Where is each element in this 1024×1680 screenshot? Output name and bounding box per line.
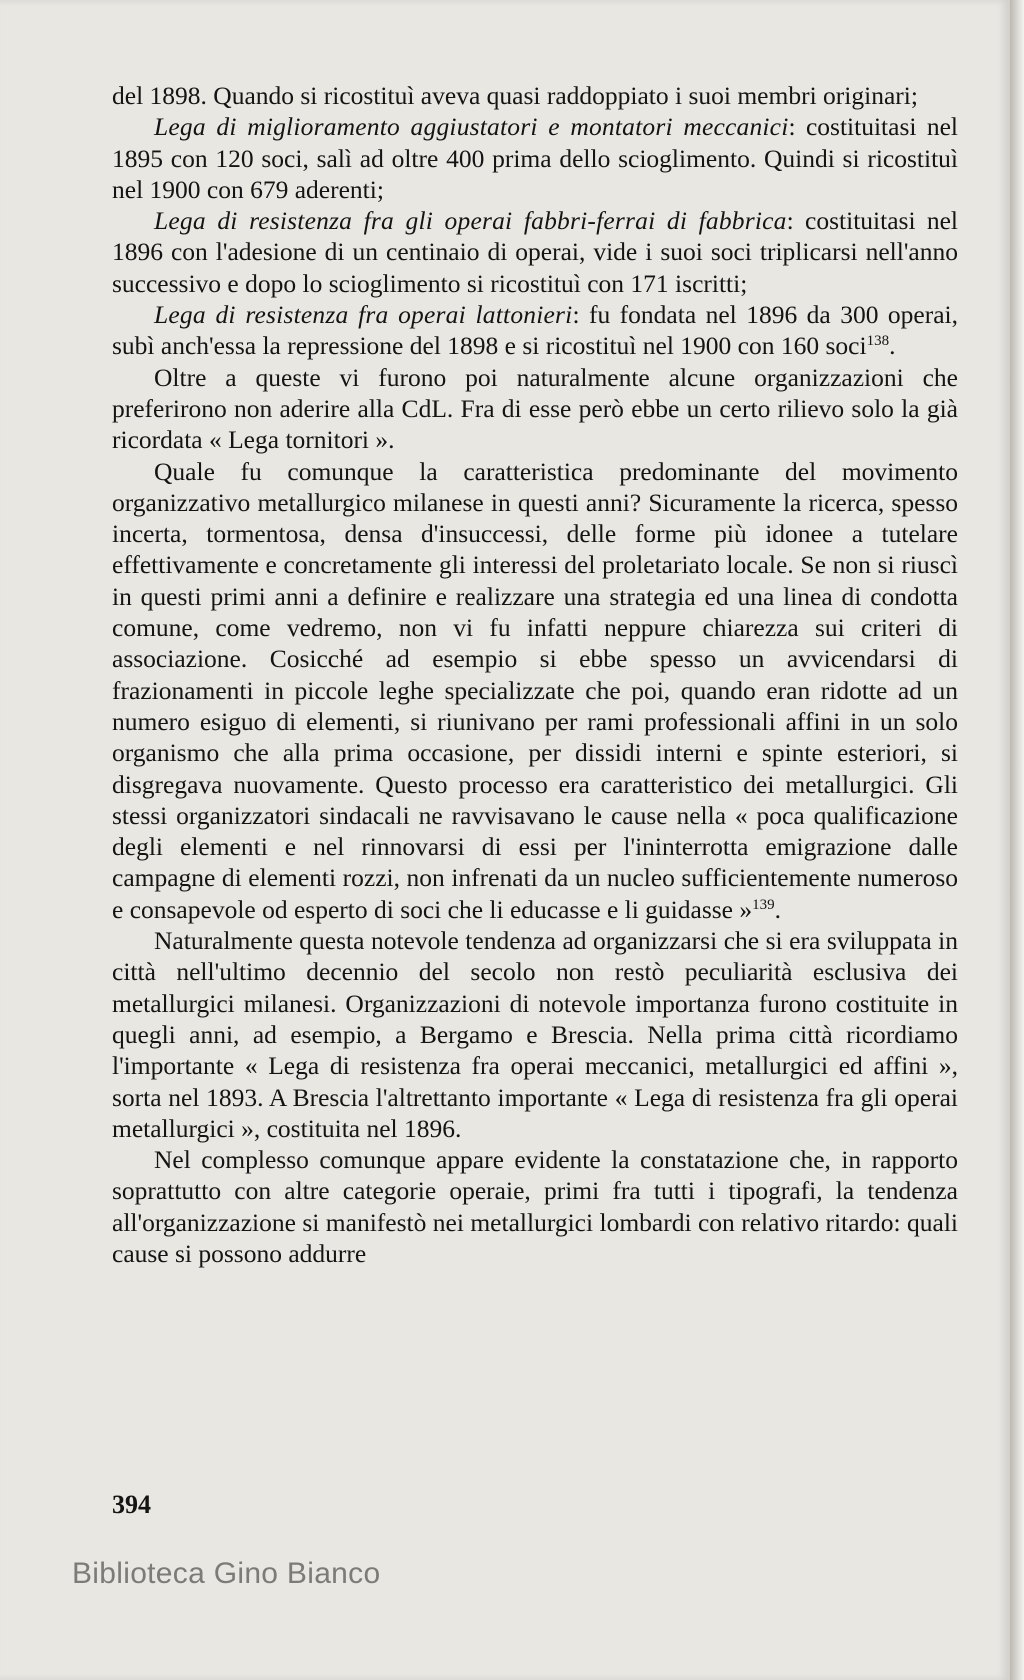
paragraph-p6	[112, 456, 958, 925]
body-text	[112, 80, 958, 1269]
text-run: Quale fu comunque la caratteristica predominante del movimento organizzativo metallurgico milanese in questi anni? Sicuramente la ricerca, spesso incerta, tormentosa, densa d'insuccessi, delle forme più idonee a tutelare effettivamente e concretamente gli interessi del proletariato locale. Se non si riuscì in questi primi anni a definire e realizzare una strategia ed una linea di condotta comune, come vedremo, non vi fu infatti neppure chiarezza sui criteri di associazione. Cosicché ad esempio si ebbe spesso un avvicendarsi di frazionamenti in piccole leghe specializzate che poi, quando eran ridotte ad un numero esiguo di elementi, si riunivano per rami professionali affini in un solo organismo che alla prima occasione, per dissidi interni e spinte esteriori, si disgregava nuovamente. Questo processo era caratteristico dei metallurgici. Gli stessi organizzatori sindacali ne ravvisavano le cause nella « poca qualificazione degli elementi e nel rinnovarsi di essi per l'ininterrotta emigrazione dalle campagne di elementi rozzi, non infrenati da un nucleo sufficientemente numeroso e consapevole od esperto di soci che li educasse e li guidasse »	[112, 456, 958, 924]
text-run: : costituitasi nel 1895 con 120 soci, salì ad oltre 400 prima dello scioglimento. Quindi si ricostituì nel 1900 con 679 aderenti;	[112, 112, 958, 204]
page-edge	[1010, 0, 1024, 1680]
text-run: : costituitasi nel 1896 con l'adesione di un centinaio di operai, vide i suoi soci triplicarsi nell'anno successivo e dopo lo scioglimento si ricostituì con 171 iscritti;	[112, 206, 959, 298]
paragraph-p4	[112, 299, 958, 362]
text-run: Naturalmente questa notevole tendenza ad organizzarsi che si era sviluppata in città nell'ultimo decennio del secolo non restò peculiarità esclusiva dei metallurgici milanesi. Organizzazioni di notevole importanza furono costituite in quegli anni, ad esempio, a Bergamo e Brescia. Nella prima città ricordiamo l'importante « Lega di resistenza fra operai meccanici, metallurgici ed affini », sorta nel 1893. A Brescia l'altrettanto importante « Lega di resistenza fra gli operai metallurgici », costituita nel 1896.	[112, 926, 958, 1143]
text-run: .	[889, 331, 896, 361]
paragraph-p2	[112, 111, 958, 205]
italic-title: Lega di resistenza fra gli operai fabbri-ferrai di fabbrica	[154, 206, 787, 236]
text-run: del 1898. Quando si ricostituì aveva quasi raddoppiato i suoi membri originari;	[112, 81, 918, 110]
text-run: Oltre a queste vi furono poi naturalmente alcune organizzazioni che preferirono non aderire alla CdL. Fra di esse però ebbe un certo rilievo solo la già ricordata « Lega tornitori ».	[112, 362, 958, 455]
footnote-ref: 138	[866, 333, 890, 350]
page-number: 394	[112, 1490, 151, 1519]
italic-title: Lega di resistenza fra operai lattonieri	[154, 300, 573, 330]
paragraph-p5	[112, 362, 958, 456]
text-run: : fu fondata nel 1896 da 300 operai, subì anch'essa la repressione del 1898 e si ricostituì nel 1900 con 160 soci	[112, 300, 958, 361]
text-run: Nel complesso comunque appare evidente la constatazione che, in rapporto soprattutto con altre categorie operaie, primi fra tutti i tipografi, la tendenza all'organizzazione si manifestò nei metallurgici lombardi con relativo ritardo: quali cause si possono addurre	[112, 1145, 958, 1268]
paragraph-p3	[112, 205, 958, 299]
footnote-ref: 139	[752, 896, 775, 913]
italic-title: Lega di miglioramento aggiustatori e montatori meccanici	[154, 112, 789, 142]
paragraph-p1	[112, 80, 958, 111]
paragraph-p8	[112, 1144, 958, 1269]
library-watermark: Biblioteca Gino Bianco	[72, 1557, 381, 1590]
text-run: .	[774, 894, 782, 924]
paragraph-p7	[112, 925, 958, 1144]
